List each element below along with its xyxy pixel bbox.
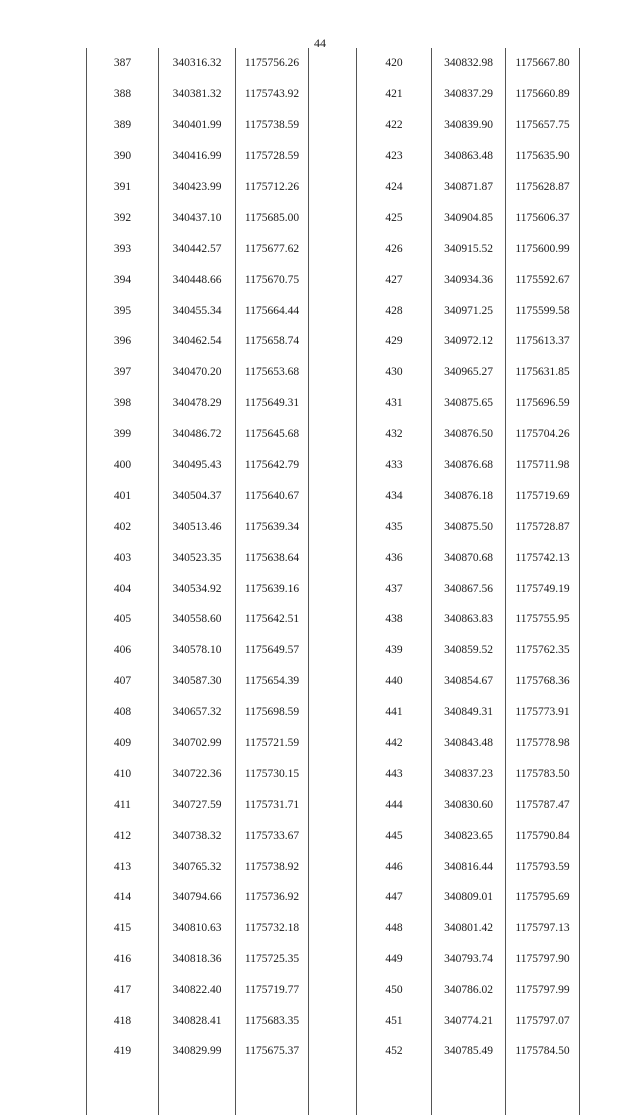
point-number-cell: 440 — [357, 666, 432, 697]
table-row — [87, 326, 309, 357]
table-row — [87, 728, 309, 759]
x-coordinate-cell: 340504.37 — [159, 480, 236, 511]
x-coordinate-cell: 340587.30 — [159, 666, 236, 697]
y-coordinate-cell: 1175657.75 — [506, 110, 580, 141]
point-number-cell: 424 — [357, 172, 432, 203]
point-number-cell: 393 — [87, 233, 159, 264]
y-coordinate-cell: 1175628.87 — [506, 172, 580, 203]
table-row — [357, 79, 580, 110]
point-number-cell: 428 — [357, 295, 432, 326]
x-coordinate-cell: 340830.60 — [432, 789, 506, 820]
table-row — [357, 1006, 580, 1037]
coordinate-table-right — [356, 48, 580, 1115]
y-coordinate-cell: 1175642.51 — [236, 604, 309, 635]
table-row — [87, 635, 309, 666]
table-row — [357, 295, 580, 326]
table-row — [87, 419, 309, 450]
table-row — [87, 1037, 309, 1115]
y-coordinate-cell: 1175606.37 — [506, 202, 580, 233]
table-row — [357, 635, 580, 666]
table-row — [357, 511, 580, 542]
point-number-cell: 425 — [357, 202, 432, 233]
table-row — [357, 728, 580, 759]
x-coordinate-cell: 340875.50 — [432, 511, 506, 542]
table-row — [87, 141, 309, 172]
y-coordinate-cell: 1175653.68 — [236, 357, 309, 388]
x-coordinate-cell: 340786.02 — [432, 975, 506, 1006]
y-coordinate-cell: 1175793.59 — [506, 851, 580, 882]
point-number-cell: 447 — [357, 882, 432, 913]
y-coordinate-cell: 1175649.31 — [236, 388, 309, 419]
x-coordinate-cell: 340971.25 — [432, 295, 506, 326]
x-coordinate-cell: 340859.52 — [432, 635, 506, 666]
y-coordinate-cell: 1175642.79 — [236, 450, 309, 481]
point-number-cell: 438 — [357, 604, 432, 635]
table-row — [357, 882, 580, 913]
y-coordinate-cell: 1175683.35 — [236, 1006, 309, 1037]
point-number-cell: 413 — [87, 851, 159, 882]
point-number-cell: 403 — [87, 542, 159, 573]
x-coordinate-cell: 340702.99 — [159, 728, 236, 759]
x-coordinate-cell: 340523.35 — [159, 542, 236, 573]
point-number-cell: 443 — [357, 758, 432, 789]
table-row — [357, 697, 580, 728]
point-number-cell: 411 — [87, 789, 159, 820]
table-row — [87, 604, 309, 635]
x-coordinate-cell: 340972.12 — [432, 326, 506, 357]
y-coordinate-cell: 1175592.67 — [506, 264, 580, 295]
y-coordinate-cell: 1175736.92 — [236, 882, 309, 913]
table-row — [87, 48, 309, 79]
table-row — [87, 357, 309, 388]
point-number-cell: 444 — [357, 789, 432, 820]
x-coordinate-cell: 340843.48 — [432, 728, 506, 759]
x-coordinate-cell: 340818.36 — [159, 944, 236, 975]
x-coordinate-cell: 340478.29 — [159, 388, 236, 419]
y-coordinate-cell: 1175797.99 — [506, 975, 580, 1006]
x-coordinate-cell: 340875.65 — [432, 388, 506, 419]
x-coordinate-cell: 340863.83 — [432, 604, 506, 635]
x-coordinate-cell: 340809.01 — [432, 882, 506, 913]
table-row — [357, 851, 580, 882]
table-row — [357, 1037, 580, 1115]
y-coordinate-cell: 1175645.68 — [236, 419, 309, 450]
x-coordinate-cell: 340316.32 — [159, 48, 236, 79]
x-coordinate-cell: 340801.42 — [432, 913, 506, 944]
x-coordinate-cell: 340578.10 — [159, 635, 236, 666]
x-coordinate-cell: 340870.68 — [432, 542, 506, 573]
point-number-cell: 433 — [357, 450, 432, 481]
point-number-cell: 394 — [87, 264, 159, 295]
point-number-cell: 437 — [357, 573, 432, 604]
y-coordinate-cell: 1175640.67 — [236, 480, 309, 511]
y-coordinate-cell: 1175755.95 — [506, 604, 580, 635]
y-coordinate-cell: 1175660.89 — [506, 79, 580, 110]
point-number-cell: 445 — [357, 820, 432, 851]
y-coordinate-cell: 1175731.71 — [236, 789, 309, 820]
point-number-cell: 391 — [87, 172, 159, 203]
point-number-cell: 434 — [357, 480, 432, 511]
x-coordinate-cell: 340513.46 — [159, 511, 236, 542]
point-number-cell: 431 — [357, 388, 432, 419]
table-row — [87, 388, 309, 419]
x-coordinate-cell: 340854.67 — [432, 666, 506, 697]
table-row — [87, 1006, 309, 1037]
point-number-cell: 451 — [357, 1006, 432, 1037]
y-coordinate-cell: 1175743.92 — [236, 79, 309, 110]
y-coordinate-cell: 1175685.00 — [236, 202, 309, 233]
x-coordinate-cell: 340774.21 — [432, 1006, 506, 1037]
x-coordinate-cell: 340785.49 — [432, 1037, 506, 1115]
y-coordinate-cell: 1175675.37 — [236, 1037, 309, 1115]
table-row — [357, 172, 580, 203]
y-coordinate-cell: 1175704.26 — [506, 419, 580, 450]
x-coordinate-cell: 340965.27 — [432, 357, 506, 388]
y-coordinate-cell: 1175639.16 — [236, 573, 309, 604]
table-row — [87, 295, 309, 326]
table-row — [357, 388, 580, 419]
table-row — [357, 233, 580, 264]
x-coordinate-cell: 340727.59 — [159, 789, 236, 820]
table-row — [357, 419, 580, 450]
y-coordinate-cell: 1175599.58 — [506, 295, 580, 326]
point-number-cell: 420 — [357, 48, 432, 79]
x-coordinate-cell: 340448.66 — [159, 264, 236, 295]
x-coordinate-cell: 340738.32 — [159, 820, 236, 851]
table-row — [87, 666, 309, 697]
point-number-cell: 448 — [357, 913, 432, 944]
y-coordinate-cell: 1175728.87 — [506, 511, 580, 542]
point-number-cell: 395 — [87, 295, 159, 326]
table-row — [87, 851, 309, 882]
table-row — [87, 975, 309, 1006]
point-number-cell: 409 — [87, 728, 159, 759]
x-coordinate-cell: 340822.40 — [159, 975, 236, 1006]
table-row — [357, 326, 580, 357]
table-row — [87, 79, 309, 110]
y-coordinate-cell: 1175635.90 — [506, 141, 580, 172]
y-coordinate-cell: 1175773.91 — [506, 697, 580, 728]
point-number-cell: 418 — [87, 1006, 159, 1037]
table-row — [357, 141, 580, 172]
x-coordinate-cell: 340904.85 — [432, 202, 506, 233]
x-coordinate-cell: 340534.92 — [159, 573, 236, 604]
y-coordinate-cell: 1175613.37 — [506, 326, 580, 357]
x-coordinate-cell: 340442.57 — [159, 233, 236, 264]
table-row — [87, 542, 309, 573]
point-number-cell: 430 — [357, 357, 432, 388]
point-number-cell: 432 — [357, 419, 432, 450]
point-number-cell: 410 — [87, 758, 159, 789]
point-number-cell: 422 — [357, 110, 432, 141]
y-coordinate-cell: 1175797.07 — [506, 1006, 580, 1037]
table-row — [87, 913, 309, 944]
table-row — [357, 357, 580, 388]
x-coordinate-cell: 340401.99 — [159, 110, 236, 141]
table-row — [87, 758, 309, 789]
y-coordinate-cell: 1175638.64 — [236, 542, 309, 573]
x-coordinate-cell: 340381.32 — [159, 79, 236, 110]
x-coordinate-cell: 340470.20 — [159, 357, 236, 388]
x-coordinate-cell: 340657.32 — [159, 697, 236, 728]
y-coordinate-cell: 1175778.98 — [506, 728, 580, 759]
y-coordinate-cell: 1175600.99 — [506, 233, 580, 264]
x-coordinate-cell: 340876.68 — [432, 450, 506, 481]
x-coordinate-cell: 340849.31 — [432, 697, 506, 728]
x-coordinate-cell: 340810.63 — [159, 913, 236, 944]
table-row — [87, 172, 309, 203]
y-coordinate-cell: 1175784.50 — [506, 1037, 580, 1115]
point-number-cell: 388 — [87, 79, 159, 110]
point-number-cell: 416 — [87, 944, 159, 975]
point-number-cell: 446 — [357, 851, 432, 882]
y-coordinate-cell: 1175783.50 — [506, 758, 580, 789]
point-number-cell: 397 — [87, 357, 159, 388]
table-row — [357, 542, 580, 573]
table-row — [87, 450, 309, 481]
point-number-cell: 419 — [87, 1037, 159, 1115]
y-coordinate-cell: 1175738.92 — [236, 851, 309, 882]
y-coordinate-cell: 1175721.59 — [236, 728, 309, 759]
y-coordinate-cell: 1175654.39 — [236, 666, 309, 697]
y-coordinate-cell: 1175790.84 — [506, 820, 580, 851]
point-number-cell: 452 — [357, 1037, 432, 1115]
table-row — [357, 913, 580, 944]
x-coordinate-cell: 340437.10 — [159, 202, 236, 233]
y-coordinate-cell: 1175768.36 — [506, 666, 580, 697]
y-coordinate-cell: 1175631.85 — [506, 357, 580, 388]
x-coordinate-cell: 340816.44 — [432, 851, 506, 882]
table-row — [357, 758, 580, 789]
point-number-cell: 400 — [87, 450, 159, 481]
y-coordinate-cell: 1175762.35 — [506, 635, 580, 666]
x-coordinate-cell: 340829.99 — [159, 1037, 236, 1115]
y-coordinate-cell: 1175797.90 — [506, 944, 580, 975]
point-number-cell: 449 — [357, 944, 432, 975]
table-row — [87, 480, 309, 511]
point-number-cell: 401 — [87, 480, 159, 511]
point-number-cell: 439 — [357, 635, 432, 666]
table-row — [357, 202, 580, 233]
table-row — [87, 511, 309, 542]
point-number-cell: 406 — [87, 635, 159, 666]
x-coordinate-cell: 340455.34 — [159, 295, 236, 326]
table-row — [357, 264, 580, 295]
x-coordinate-cell: 340934.36 — [432, 264, 506, 295]
table-row — [357, 573, 580, 604]
point-number-cell: 408 — [87, 697, 159, 728]
x-coordinate-cell: 340765.32 — [159, 851, 236, 882]
y-coordinate-cell: 1175756.26 — [236, 48, 309, 79]
y-coordinate-cell: 1175728.59 — [236, 141, 309, 172]
table-row — [357, 480, 580, 511]
y-coordinate-cell: 1175639.34 — [236, 511, 309, 542]
point-number-cell: 399 — [87, 419, 159, 450]
y-coordinate-cell: 1175677.62 — [236, 233, 309, 264]
table-row — [87, 264, 309, 295]
table-row — [87, 202, 309, 233]
y-coordinate-cell: 1175712.26 — [236, 172, 309, 203]
table-row — [87, 789, 309, 820]
x-coordinate-cell: 340423.99 — [159, 172, 236, 203]
y-coordinate-cell: 1175658.74 — [236, 326, 309, 357]
table-row — [357, 789, 580, 820]
x-coordinate-cell: 340832.98 — [432, 48, 506, 79]
x-coordinate-cell: 340876.50 — [432, 419, 506, 450]
y-coordinate-cell: 1175797.13 — [506, 913, 580, 944]
y-coordinate-cell: 1175696.59 — [506, 388, 580, 419]
point-number-cell: 402 — [87, 511, 159, 542]
point-number-cell: 436 — [357, 542, 432, 573]
table-row — [87, 573, 309, 604]
x-coordinate-cell: 340837.29 — [432, 79, 506, 110]
point-number-cell: 407 — [87, 666, 159, 697]
table-row — [87, 882, 309, 913]
point-number-cell: 387 — [87, 48, 159, 79]
x-coordinate-cell: 340462.54 — [159, 326, 236, 357]
x-coordinate-cell: 340793.74 — [432, 944, 506, 975]
point-number-cell: 429 — [357, 326, 432, 357]
point-number-cell: 392 — [87, 202, 159, 233]
point-number-cell: 398 — [87, 388, 159, 419]
coordinate-table-left — [86, 48, 309, 1115]
table-row — [357, 604, 580, 635]
y-coordinate-cell: 1175749.19 — [506, 573, 580, 604]
x-coordinate-cell: 340486.72 — [159, 419, 236, 450]
x-coordinate-cell: 340915.52 — [432, 233, 506, 264]
x-coordinate-cell: 340837.23 — [432, 758, 506, 789]
table-row — [87, 820, 309, 851]
y-coordinate-cell: 1175730.15 — [236, 758, 309, 789]
y-coordinate-cell: 1175733.67 — [236, 820, 309, 851]
y-coordinate-cell: 1175698.59 — [236, 697, 309, 728]
point-number-cell: 389 — [87, 110, 159, 141]
y-coordinate-cell: 1175742.13 — [506, 542, 580, 573]
point-number-cell: 412 — [87, 820, 159, 851]
point-number-cell: 427 — [357, 264, 432, 295]
point-number-cell: 435 — [357, 511, 432, 542]
page-number: 44 — [314, 36, 326, 50]
table-row — [357, 944, 580, 975]
x-coordinate-cell: 340839.90 — [432, 110, 506, 141]
table-row — [357, 820, 580, 851]
y-coordinate-cell: 1175732.18 — [236, 913, 309, 944]
x-coordinate-cell: 340871.87 — [432, 172, 506, 203]
y-coordinate-cell: 1175670.75 — [236, 264, 309, 295]
y-coordinate-cell: 1175667.80 — [506, 48, 580, 79]
x-coordinate-cell: 340823.65 — [432, 820, 506, 851]
point-number-cell: 415 — [87, 913, 159, 944]
y-coordinate-cell: 1175795.69 — [506, 882, 580, 913]
table-row — [357, 666, 580, 697]
point-number-cell: 423 — [357, 141, 432, 172]
y-coordinate-cell: 1175725.35 — [236, 944, 309, 975]
table-row — [87, 233, 309, 264]
point-number-cell: 405 — [87, 604, 159, 635]
y-coordinate-cell: 1175787.47 — [506, 789, 580, 820]
table-row — [87, 110, 309, 141]
x-coordinate-cell: 340495.43 — [159, 450, 236, 481]
x-coordinate-cell: 340876.18 — [432, 480, 506, 511]
table-row — [87, 944, 309, 975]
point-number-cell: 442 — [357, 728, 432, 759]
point-number-cell: 390 — [87, 141, 159, 172]
x-coordinate-cell: 340794.66 — [159, 882, 236, 913]
table-row — [87, 697, 309, 728]
x-coordinate-cell: 340863.48 — [432, 141, 506, 172]
table-row — [357, 110, 580, 141]
x-coordinate-cell: 340558.60 — [159, 604, 236, 635]
point-number-cell: 396 — [87, 326, 159, 357]
point-number-cell: 417 — [87, 975, 159, 1006]
y-coordinate-cell: 1175649.57 — [236, 635, 309, 666]
point-number-cell: 450 — [357, 975, 432, 1006]
y-coordinate-cell: 1175719.69 — [506, 480, 580, 511]
point-number-cell: 441 — [357, 697, 432, 728]
x-coordinate-cell: 340416.99 — [159, 141, 236, 172]
y-coordinate-cell: 1175719.77 — [236, 975, 309, 1006]
point-number-cell: 426 — [357, 233, 432, 264]
x-coordinate-cell: 340828.41 — [159, 1006, 236, 1037]
point-number-cell: 421 — [357, 79, 432, 110]
y-coordinate-cell: 1175738.59 — [236, 110, 309, 141]
table-row — [357, 450, 580, 481]
point-number-cell: 404 — [87, 573, 159, 604]
table-row — [357, 975, 580, 1006]
x-coordinate-cell: 340722.36 — [159, 758, 236, 789]
point-number-cell: 414 — [87, 882, 159, 913]
x-coordinate-cell: 340867.56 — [432, 573, 506, 604]
table-row — [357, 48, 580, 79]
y-coordinate-cell: 1175711.98 — [506, 450, 580, 481]
y-coordinate-cell: 1175664.44 — [236, 295, 309, 326]
